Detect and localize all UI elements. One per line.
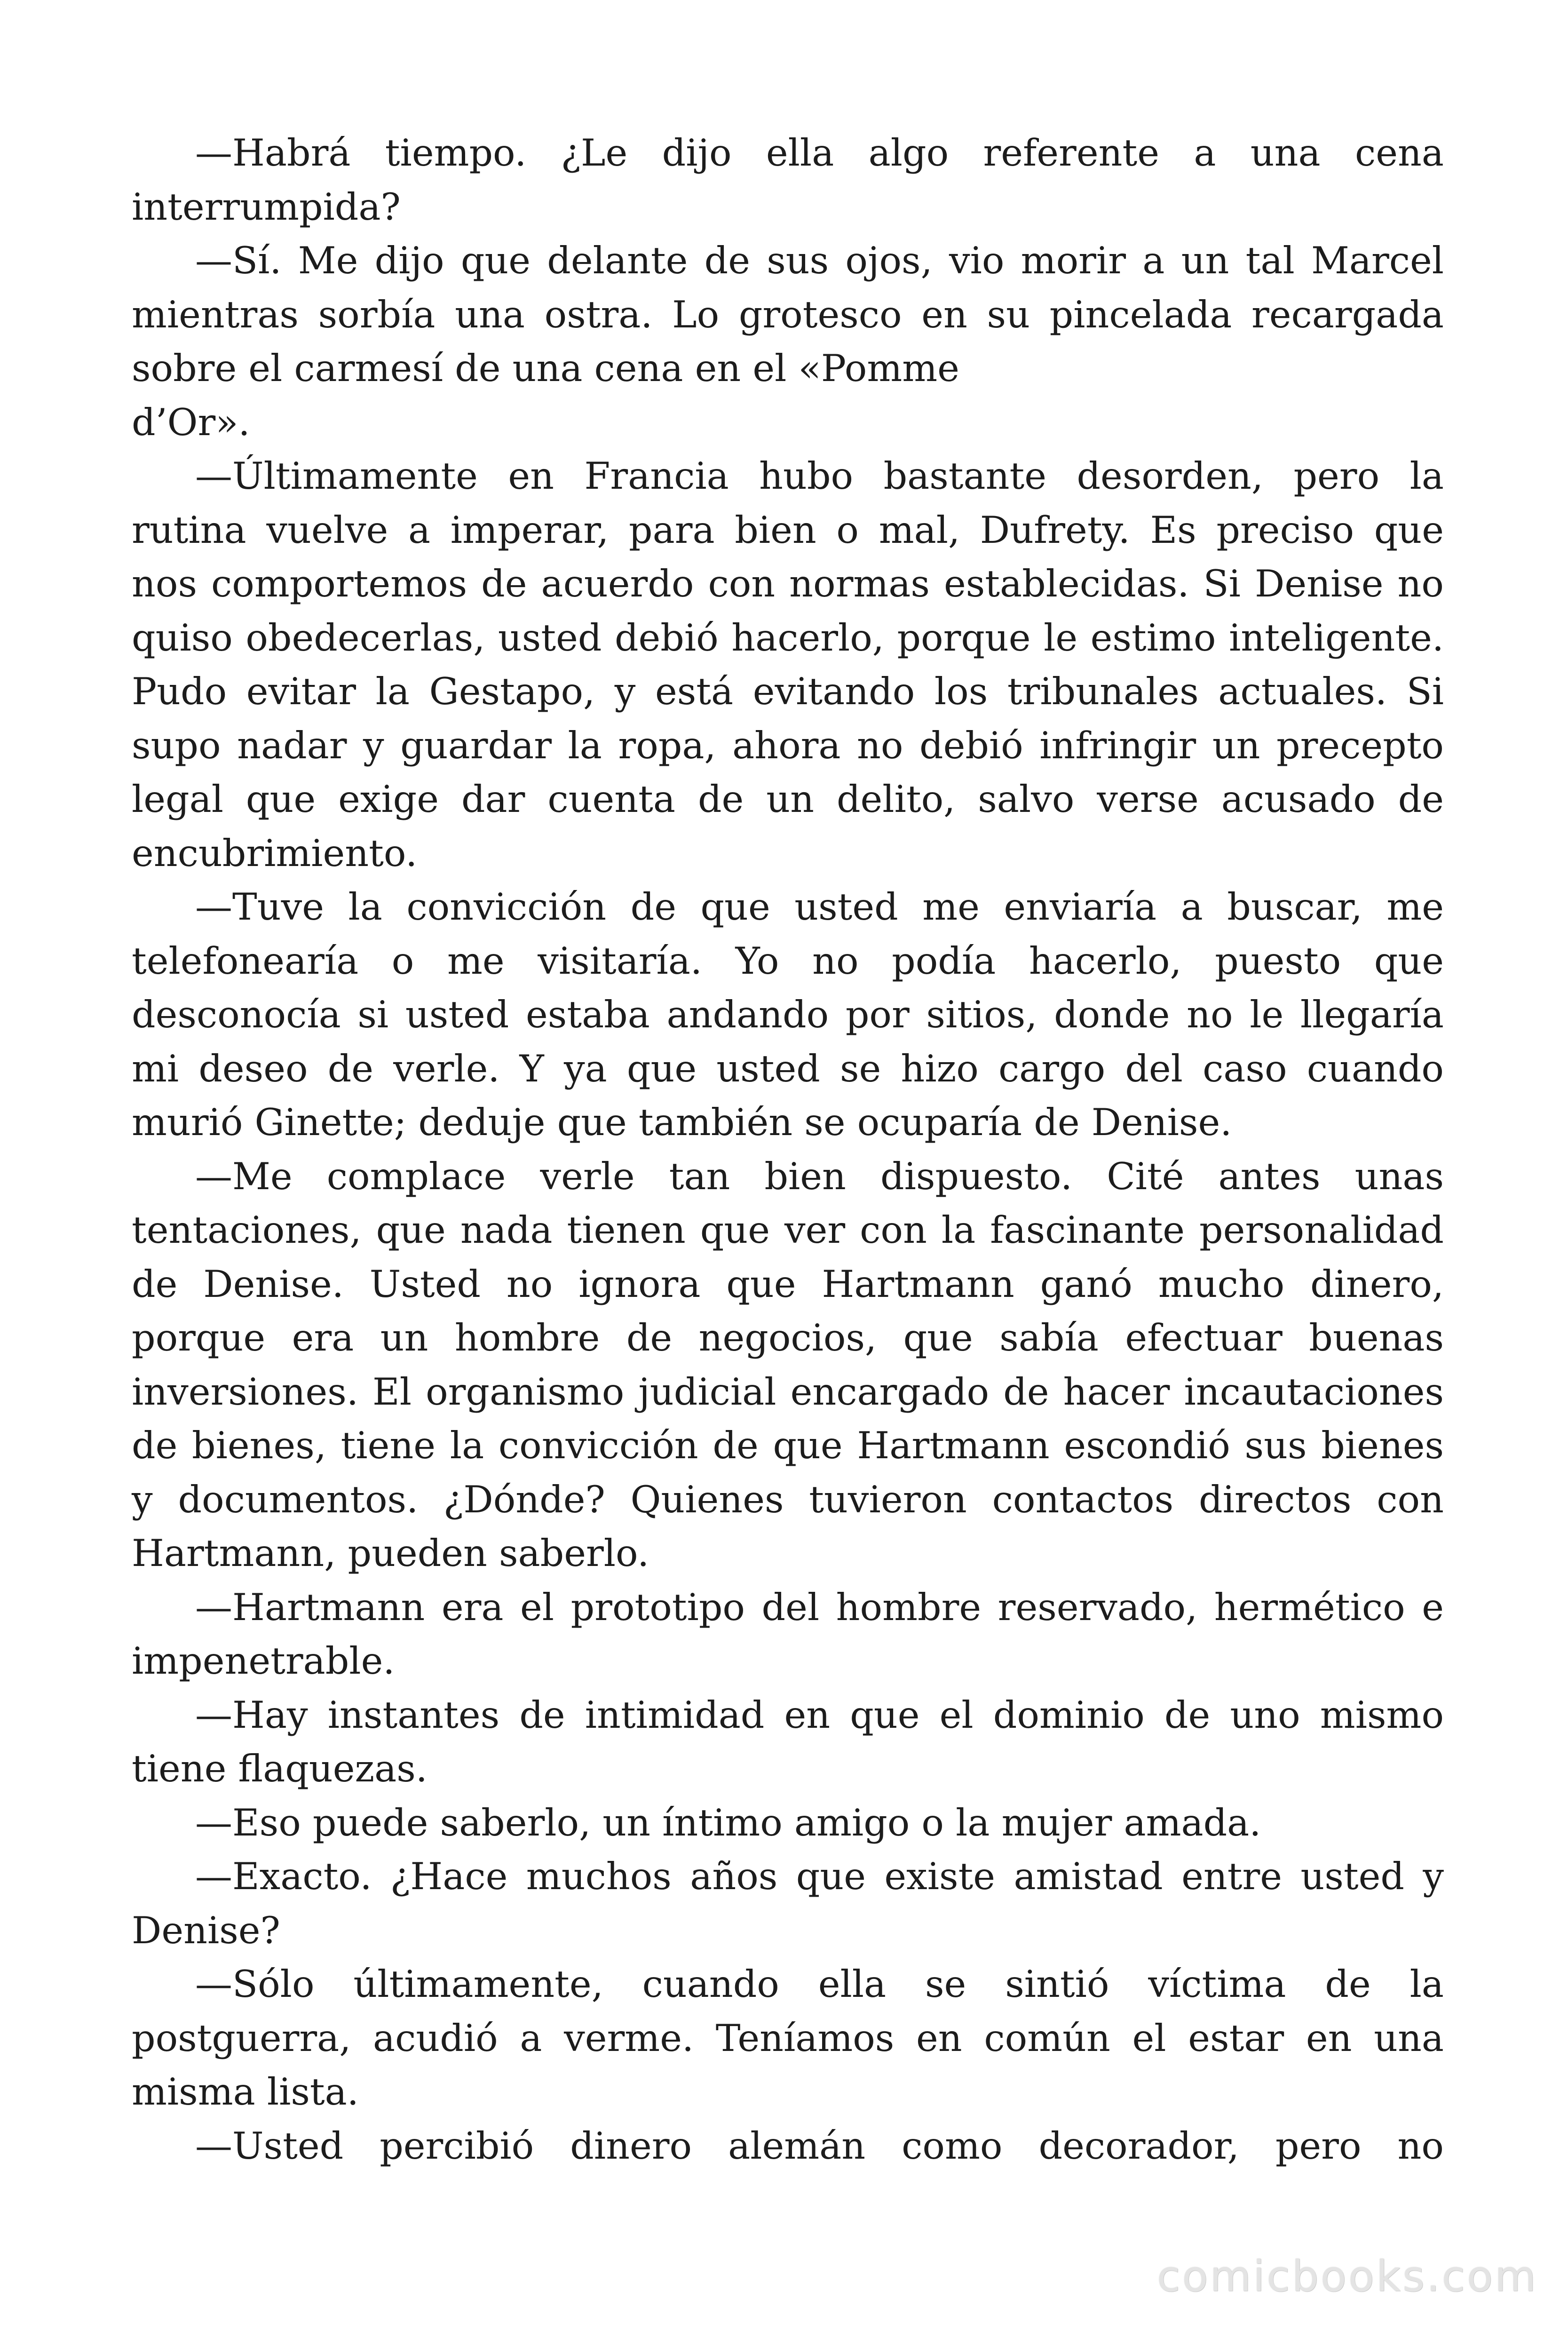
paragraph <box>132 449 1444 880</box>
paragraph <box>132 2119 1444 2173</box>
text-line: Denise? <box>132 1908 280 1952</box>
text-line: supo nadar y guardar la ropa, ahora no debió infringir un precepto <box>132 723 1444 767</box>
page-text <box>132 126 1444 2173</box>
paragraph <box>132 1688 1444 1796</box>
text-line: impenetrable. <box>132 1639 395 1683</box>
text-line: —Hartmann era el prototipo del hombre reservado, hermético e <box>195 1585 1444 1629</box>
text-line: —Tuve la convicción de que usted me enviaría a buscar, me <box>195 885 1444 929</box>
paragraph <box>132 1957 1444 2119</box>
text-line: mi deseo de verle. Y ya que usted se hizo cargo del caso cuando <box>132 1047 1444 1090</box>
paragraph <box>132 1581 1444 1688</box>
text-line: postguerra, acudió a verme. Teníamos en común el estar en una <box>132 2016 1444 2060</box>
text-line: legal que exige dar cuenta de un delito, salvo verse acusado de <box>132 778 1444 821</box>
paragraph <box>132 1150 1444 1581</box>
text-line: telefonearía o me visitaría. Yo no podía hacerlo, puesto que <box>132 939 1444 983</box>
text-line: rutina vuelve a imperar, para bien o mal, Dufrety. Es preciso que <box>132 508 1444 552</box>
text-line: Pudo evitar la Gestapo, y está evitando los tribunales actuales. Si <box>132 670 1444 713</box>
text-line: encubrimiento. <box>132 831 418 875</box>
text-line: —Me complace verle tan bien dispuesto. Cité antes unas <box>195 1154 1444 1198</box>
text-line: —Usted percibió dinero alemán como decorador, pero no <box>195 2124 1444 2168</box>
text-line: —Hay instantes de intimidad en que el dominio de uno mismo <box>195 1693 1444 1737</box>
text-line: interrumpida? <box>132 185 401 229</box>
text-line: —Sólo últimamente, cuando ella se sintió víctima de la <box>195 1963 1444 2006</box>
paragraph <box>132 126 1444 234</box>
text-line: sobre el carmesí de una cena en el «Pomme <box>132 347 959 390</box>
text-line: quiso obedecerlas, usted debió hacerlo, porque le estimo inteligente. <box>132 616 1444 660</box>
text-line: tiene flaquezas. <box>132 1747 428 1790</box>
text-line: misma lista. <box>132 2070 359 2114</box>
text-line: mientras sorbía una ostra. Lo grotesco en su pincelada recargada <box>132 293 1444 336</box>
text-line: —Exacto. ¿Hace muchos años que existe amistad entre usted y <box>195 1855 1444 1898</box>
paragraph <box>132 880 1444 1150</box>
text-line: —Últimamente en Francia hubo bastante desorden, pero la <box>195 454 1444 498</box>
text-line: d’Or». <box>132 400 250 444</box>
watermark: comicbooks.com <box>1157 2252 1538 2301</box>
text-line: inversiones. El organismo judicial encargado de hacer incautaciones <box>132 1370 1444 1414</box>
text-line: tentaciones, que nada tienen que ver con la fascinante personalidad <box>132 1208 1444 1252</box>
text-line: nos comportemos de acuerdo con normas establecidas. Si Denise no <box>132 562 1444 605</box>
text-line: Hartmann, pueden saberlo. <box>132 1532 649 1575</box>
text-line: desconocía si usted estaba andando por sitios, donde no le llegaría <box>132 993 1444 1036</box>
text-line: —Habrá tiempo. ¿Le dijo ella algo referente a una cena <box>195 131 1444 175</box>
paragraph <box>132 234 1444 449</box>
paragraph <box>132 1796 1444 1850</box>
text-line: de bienes, tiene la convicción de que Hartmann escondió sus bienes <box>132 1424 1444 1467</box>
text-line: porque era un hombre de negocios, que sabía efectuar buenas <box>132 1316 1444 1359</box>
text-line: —Sí. Me dijo que delante de sus ojos, vio morir a un tal Marcel <box>195 239 1444 282</box>
text-line: —Eso puede saberlo, un íntimo amigo o la mujer amada. <box>195 1801 1261 1844</box>
text-line: de Denise. Usted no ignora que Hartmann ganó mucho dinero, <box>132 1262 1444 1306</box>
text-line: murió Ginette; deduje que también se ocuparía de Denise. <box>132 1101 1232 1144</box>
paragraph <box>132 1850 1444 1957</box>
text-line: y documentos. ¿Dónde? Quienes tuvieron contactos directos con <box>132 1478 1444 1521</box>
